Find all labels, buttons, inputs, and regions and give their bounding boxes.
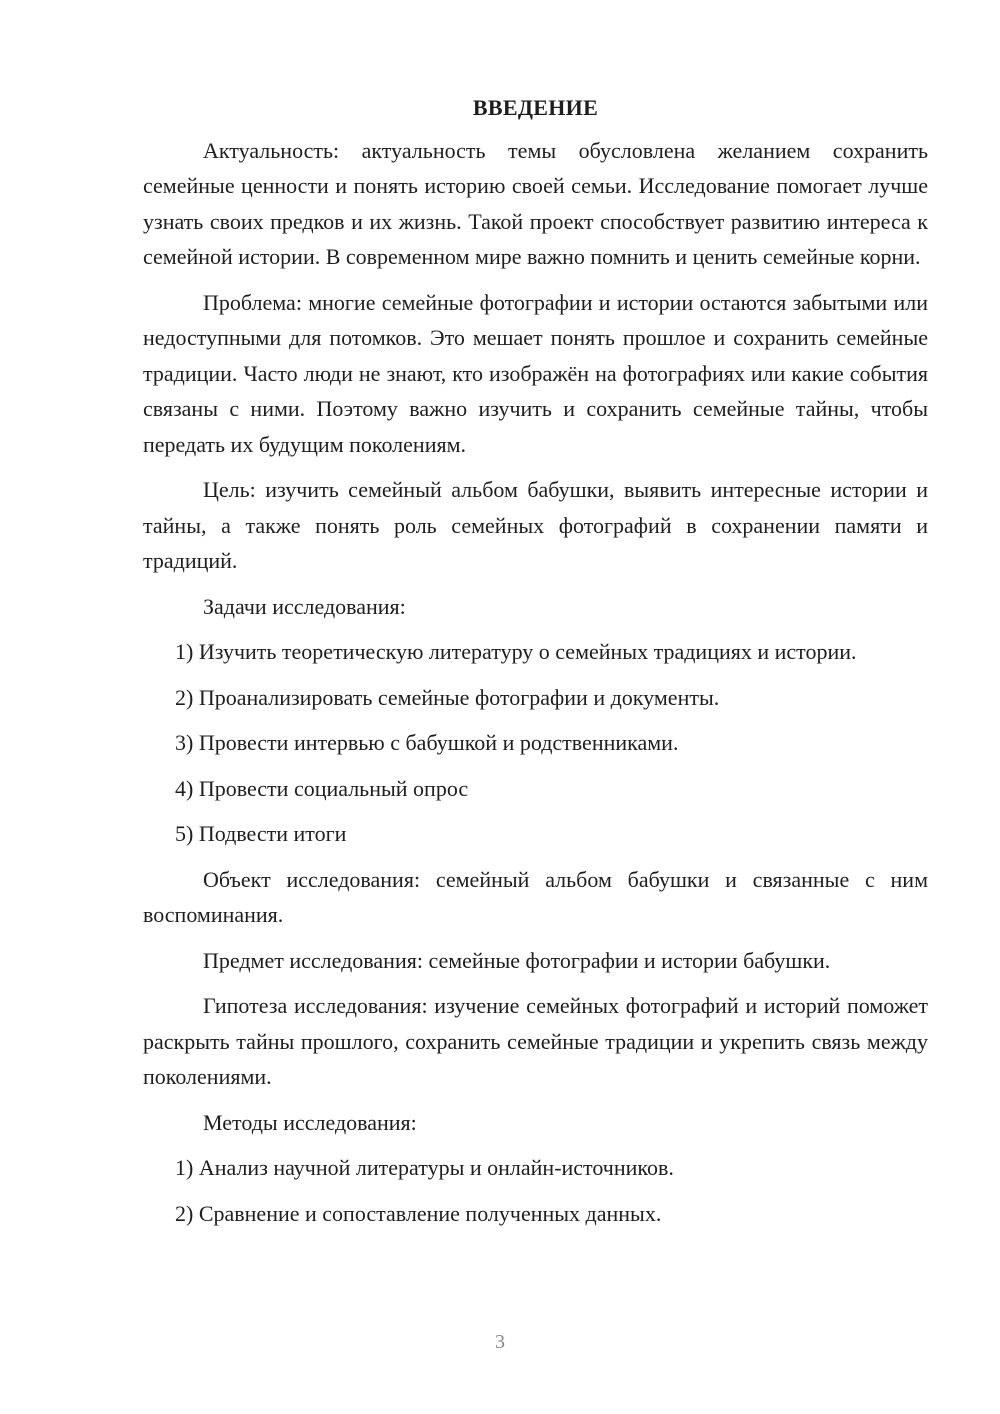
subject-paragraph: Предмет исследования: семейные фотографии и истории бабушки.	[203, 947, 831, 973]
method-item: 2) Сравнение и сопоставление полученных данных.	[175, 1200, 662, 1226]
task-item: 1) Изучить теоретическую литературу о семейных традициях и истории.	[175, 639, 857, 664]
task-item: 4) Провести социальный опрос	[175, 775, 469, 801]
page-title: ВВЕДЕНИЕ	[472, 95, 599, 120]
problem-paragraph: Проблема: многие семейные фотографии и истории остаются забытыми или недоступными для потомков. Это мешает понять прошлое и сохранить семейные традиции. Часто люди не знают, кто изображён на фотографиях или какие события связаны с ними. Поэтому важно изучить и сохранить семейные тайны, чтобы передать их будущим поколениям.	[143, 289, 928, 457]
methods-heading: Методы исследования:	[203, 1109, 417, 1135]
hypothesis-paragraph: Гипотеза исследования: изучение семейных фотографий и историй поможет раскрыть тайны прошлого, сохранить семейные традиции и укрепить связь между поколениями.	[143, 993, 928, 1089]
relevance-paragraph: Актуальность: актуальность темы обусловлена желанием сохранить семейные ценности и понять историю своей семьи. Исследование помогает лучше узнать своих предков и их жизнь. Такой проект способствует развитию интереса к семейной истории. В современном мире важно помнить и ценить семейные корни.	[143, 137, 928, 269]
page-number: 3	[495, 1331, 505, 1353]
task-item: 2) Проанализировать семейные фотографии и документы.	[175, 684, 720, 710]
object-paragraph: Объект исследования: семейный альбом бабушки и связанные с ним воспоминания.	[143, 866, 928, 927]
document-page	[143, 90, 928, 1241]
task-item: 3) Провести интервью с бабушкой и родственниками.	[175, 730, 679, 755]
task-item: 5) Подвести итоги	[175, 821, 347, 846]
tasks-heading: Задачи исследования:	[203, 593, 406, 619]
goal-paragraph: Цель: изучить семейный альбом бабушки, выявить интересные истории и тайны, а также понять роль семейных фотографий в сохранении памяти и традиций.	[143, 477, 928, 573]
method-item: 1) Анализ научной литературы и онлайн-источников.	[175, 1155, 674, 1180]
